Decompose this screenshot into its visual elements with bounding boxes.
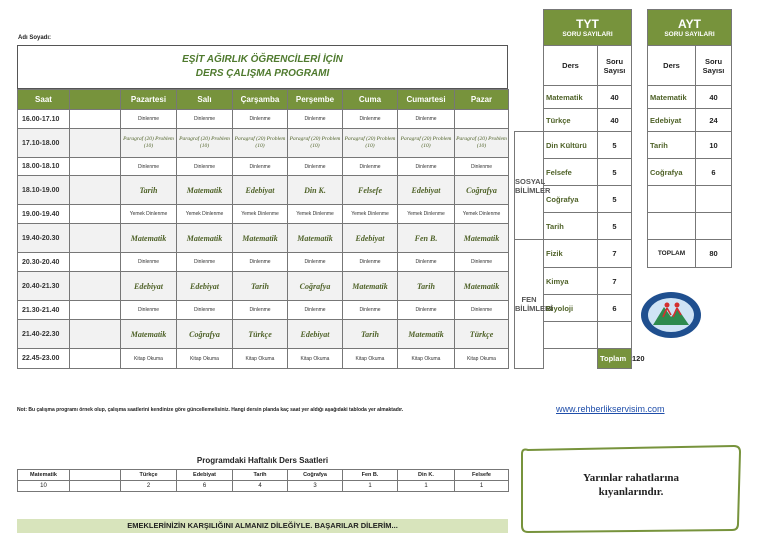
schedule-cell: Kitap Okuma bbox=[233, 349, 288, 369]
group-sosyal-label: SOSYAL BİLİMLER bbox=[515, 132, 544, 240]
ayt-table bbox=[647, 9, 732, 268]
schedule-row bbox=[18, 110, 509, 129]
weekly-hours-value: 10 bbox=[18, 481, 70, 492]
schedule-cell: Dinlenme bbox=[343, 158, 398, 176]
time-slot: 21.30-21.40 bbox=[18, 301, 70, 320]
schedule-cell: Dinlenme bbox=[398, 110, 455, 129]
tyt-subject: Türkçe bbox=[544, 109, 598, 132]
tyt-count: 7 bbox=[598, 240, 632, 268]
time-slot: 18.00-18.10 bbox=[18, 158, 70, 176]
schedule-cell: Coğrafya bbox=[288, 272, 343, 301]
ayt-empty-row bbox=[648, 213, 732, 240]
schedule-cell: Dinlenme bbox=[398, 253, 455, 272]
ayt-count: 10 bbox=[696, 132, 732, 159]
schedule-row bbox=[18, 176, 509, 205]
weekly-subject: Tarih bbox=[233, 470, 288, 481]
schedule-cell: Dinlenme bbox=[233, 301, 288, 320]
ayt-empty-row bbox=[648, 186, 732, 213]
schedule-cell: Tarih bbox=[343, 320, 398, 349]
schedule-cell: Dinlenme bbox=[121, 253, 177, 272]
schedule-cell: Dinlenme bbox=[177, 253, 233, 272]
schedule-cell: Edebiyat bbox=[121, 272, 177, 301]
weekly-hours-value bbox=[70, 481, 121, 492]
schedule-header-cell: Cumartesi bbox=[398, 90, 455, 110]
weekly-subject: Türkçe bbox=[121, 470, 177, 481]
tyt-row bbox=[515, 132, 632, 159]
schedule-row bbox=[18, 253, 509, 272]
schedule-cell: Edebiyat bbox=[233, 176, 288, 205]
blank-cell bbox=[70, 158, 121, 176]
weekly-hours-value: 2 bbox=[121, 481, 177, 492]
schedule-cell: Paragraf (20) Problem (10) bbox=[233, 129, 288, 158]
weekly-subject: Din K. bbox=[398, 470, 455, 481]
website-link[interactable]: www.rehberlikservisim.com bbox=[556, 404, 665, 414]
schedule-cell: Dinlenme bbox=[288, 158, 343, 176]
time-slot: 20.30-20.40 bbox=[18, 253, 70, 272]
schedule-row bbox=[18, 129, 509, 158]
schedule-cell: Yemek Dinlenme bbox=[398, 205, 455, 224]
schedule-cell: Dinlenme bbox=[288, 253, 343, 272]
schedule-cell: Dinlenme bbox=[177, 158, 233, 176]
tyt-subject: Tarih bbox=[544, 213, 598, 240]
schedule-cell: Matematik bbox=[233, 224, 288, 253]
schedule-row bbox=[18, 349, 509, 369]
tyt-subject: Biyoloji bbox=[544, 295, 598, 322]
schedule-cell: Coğrafya bbox=[455, 176, 509, 205]
motivation-quote bbox=[528, 471, 734, 499]
blank-cell bbox=[70, 205, 121, 224]
schedule-cell: Matematik bbox=[121, 320, 177, 349]
weekly-hours-value: 1 bbox=[398, 481, 455, 492]
schedule-header-cell: Çarşamba bbox=[233, 90, 288, 110]
tyt-subtitle: SORU SAYILARI bbox=[562, 31, 613, 38]
weekly-hours-value: 4 bbox=[233, 481, 288, 492]
ayt-title: AYT bbox=[678, 17, 701, 31]
schedule-cell bbox=[455, 110, 509, 129]
weekly-values-row bbox=[18, 481, 509, 492]
tyt-count: 6 bbox=[598, 295, 632, 322]
schedule-cell: Edebiyat bbox=[398, 176, 455, 205]
tyt-count: 5 bbox=[598, 186, 632, 213]
schedule-cell: Kitap Okuma bbox=[121, 349, 177, 369]
schedule-cell: Dinlenme bbox=[455, 253, 509, 272]
schedule-cell: Matematik bbox=[288, 224, 343, 253]
schedule-header-cell: Salı bbox=[177, 90, 233, 110]
ayt-subject: Coğrafya bbox=[648, 159, 696, 186]
weekly-subject: Felsefe bbox=[455, 470, 509, 481]
tyt-count: 5 bbox=[598, 132, 632, 159]
tyt-subject: Matematik bbox=[544, 86, 598, 109]
schedule-cell: Matematik bbox=[455, 272, 509, 301]
tyt-spacer bbox=[544, 349, 598, 369]
schedule-header-cell: Saat bbox=[18, 90, 70, 110]
tyt-spacer bbox=[515, 10, 544, 46]
tyt-subject: Coğrafya bbox=[544, 186, 598, 213]
weekly-hours-value: 6 bbox=[177, 481, 233, 492]
schedule-cell: Tarih bbox=[398, 272, 455, 301]
schedule-cell: Dinlenme bbox=[177, 110, 233, 129]
ayt-subject: Edebiyat bbox=[648, 109, 696, 132]
title-line-2: DERS ÇALIŞMA PROGRAMI bbox=[195, 68, 330, 79]
weekly-header-row bbox=[18, 470, 509, 481]
tyt-table bbox=[514, 9, 645, 369]
weekly-hours-value: 1 bbox=[455, 481, 509, 492]
weekly-subject: Coğrafya bbox=[288, 470, 343, 481]
schedule-row bbox=[18, 301, 509, 320]
time-slot: 16.00-17.10 bbox=[18, 110, 70, 129]
weekly-hours-value: 3 bbox=[288, 481, 343, 492]
weekly-subject bbox=[70, 470, 121, 481]
schedule-cell: Dinlenme bbox=[455, 158, 509, 176]
schedule-cell: Kitap Okuma bbox=[177, 349, 233, 369]
schedule-cell: Tarih bbox=[121, 176, 177, 205]
footer-banner: EMEKLERİNİZİN KARŞILIĞINI ALMANIZ DİLEĞİYLE. BAŞARILAR DİLERİM... bbox=[17, 519, 508, 533]
tyt-total-row: Toplam 120 bbox=[515, 349, 632, 369]
schedule-header-row bbox=[18, 90, 509, 110]
schedule-cell: Kitap Okuma bbox=[288, 349, 343, 369]
schedule-cell: Kitap Okuma bbox=[455, 349, 509, 369]
time-slot: 18.10-19.00 bbox=[18, 176, 70, 205]
schedule-cell: Edebiyat bbox=[343, 224, 398, 253]
tyt-header bbox=[544, 10, 632, 46]
ayt-total-value: 80 bbox=[696, 240, 732, 268]
schedule-cell: Kitap Okuma bbox=[398, 349, 455, 369]
time-slot: 19.00-19.40 bbox=[18, 205, 70, 224]
ayt-row bbox=[648, 86, 732, 109]
note-text: Not: Bu çalışma programı örnek olup, çalışma saatlerini kendinize göre güncellemelisiniz. Hangi dersin planda kaç saat yer aldığı aşağıdaki tabloda yer almaktadır. bbox=[17, 407, 404, 413]
ayt-subtitle: SORU SAYILARI bbox=[664, 31, 715, 38]
schedule-cell: Dinlenme bbox=[233, 110, 288, 129]
weekly-hours-value: 1 bbox=[343, 481, 398, 492]
tyt-count: 40 bbox=[598, 109, 632, 132]
weekly-hours-title: Programdaki Haftalık Ders Saatleri bbox=[196, 456, 329, 465]
schedule-header-cell bbox=[70, 90, 121, 110]
schedule-cell: Matematik bbox=[398, 320, 455, 349]
tyt-total-label: Toplam bbox=[598, 349, 632, 369]
group-fen-label: FEN BİLİMLERİ bbox=[515, 240, 544, 369]
schedule-cell: Tarih bbox=[233, 272, 288, 301]
ayt-subject: Tarih bbox=[648, 132, 696, 159]
tyt-col-ders: Ders bbox=[544, 46, 598, 86]
schedule-cell: Dinlenme bbox=[288, 301, 343, 320]
tyt-subject: Din Kültürü bbox=[544, 132, 598, 159]
tyt-count: 5 bbox=[598, 213, 632, 240]
time-slot: 20.40-21.30 bbox=[18, 272, 70, 301]
blank-cell bbox=[70, 176, 121, 205]
schedule-cell: Dinlenme bbox=[398, 158, 455, 176]
ayt-count: 24 bbox=[696, 109, 732, 132]
ayt-col-ders: Ders bbox=[648, 46, 696, 86]
schedule-row bbox=[18, 224, 509, 253]
schedule-cell: Türkçe bbox=[455, 320, 509, 349]
schedule-row bbox=[18, 320, 509, 349]
schedule-cell: Yemek Dinlenme bbox=[455, 205, 509, 224]
quote-line-2: kıyanlarındır. bbox=[598, 486, 664, 498]
ayt-row bbox=[648, 159, 732, 186]
time-slot: 22.45-23.00 bbox=[18, 349, 70, 369]
schedule-cell: Felsefe bbox=[343, 176, 398, 205]
tyt-row bbox=[515, 109, 632, 132]
tyt-subject: Felsefe bbox=[544, 159, 598, 186]
blank-cell bbox=[70, 253, 121, 272]
schedule-cell: Dinlenme bbox=[233, 158, 288, 176]
schedule-row bbox=[18, 158, 509, 176]
schedule-cell: Dinlenme bbox=[343, 253, 398, 272]
schedule-cell: Paragraf (20) Problem (10) bbox=[177, 129, 233, 158]
schedule-header-cell: Pazartesi bbox=[121, 90, 177, 110]
schedule-cell: Yemek Dinlenme bbox=[177, 205, 233, 224]
ayt-header bbox=[648, 10, 732, 46]
ayt-count: 40 bbox=[696, 86, 732, 109]
schedule-cell: Dinlenme bbox=[455, 301, 509, 320]
schedule-header-cell: Cuma bbox=[343, 90, 398, 110]
tyt-spacer bbox=[515, 86, 544, 109]
ayt-subject: Matematik bbox=[648, 86, 696, 109]
ayt-row bbox=[648, 132, 732, 159]
schedule-cell: Yemek Dinlenme bbox=[343, 205, 398, 224]
schedule-title bbox=[17, 45, 508, 89]
schedule-cell: Paragraf (20) Problem (10) bbox=[455, 129, 509, 158]
schedule-cell: Matematik bbox=[343, 272, 398, 301]
schedule-cell: Yemek Dinlenme bbox=[233, 205, 288, 224]
tyt-subject: Kimya bbox=[544, 268, 598, 295]
schedule-cell: Kitap Okuma bbox=[343, 349, 398, 369]
tyt-spacer bbox=[515, 109, 544, 132]
time-slot: 21.40-22.30 bbox=[18, 320, 70, 349]
blank-cell bbox=[70, 272, 121, 301]
schedule-cell: Edebiyat bbox=[288, 320, 343, 349]
quote-line-1: Yarınlar rahatlarına bbox=[582, 472, 680, 484]
schedule-cell: Dinlenme bbox=[288, 110, 343, 129]
blank-cell bbox=[70, 110, 121, 129]
schedule-cell: Dinlenme bbox=[233, 253, 288, 272]
title-line-1: EŞİT AĞIRLIK ÖĞRENCİLERİ İÇİN bbox=[182, 54, 343, 65]
schedule-cell: Yemek Dinlenme bbox=[288, 205, 343, 224]
tyt-row bbox=[515, 86, 632, 109]
schedule-cell: Dinlenme bbox=[343, 110, 398, 129]
blank-cell bbox=[70, 224, 121, 253]
schedule-row bbox=[18, 205, 509, 224]
schedule-row bbox=[18, 272, 509, 301]
tyt-title: TYT bbox=[576, 17, 599, 31]
ayt-count: 6 bbox=[696, 159, 732, 186]
schedule-cell: Matematik bbox=[121, 224, 177, 253]
tyt-subject: Fizik bbox=[544, 240, 598, 268]
schedule-cell: Paragraf (20) Problem (10) bbox=[398, 129, 455, 158]
blank-cell bbox=[70, 301, 121, 320]
tyt-count: 40 bbox=[598, 86, 632, 109]
ayt-col-soru: Soru Sayısı bbox=[696, 46, 732, 86]
schedule-cell: Dinlenme bbox=[121, 301, 177, 320]
schedule-header-cell: Perşembe bbox=[288, 90, 343, 110]
ayt-row bbox=[648, 109, 732, 132]
name-label: Adı Soyadı: bbox=[18, 35, 52, 41]
schedule-table bbox=[17, 89, 509, 369]
tyt-spacer bbox=[515, 46, 544, 86]
tyt-count: 7 bbox=[598, 268, 632, 295]
schedule-cell: Yemek Dinlenme bbox=[121, 205, 177, 224]
blank-cell bbox=[70, 349, 121, 369]
schedule-header-cell: Pazar bbox=[455, 90, 509, 110]
schedule-cell: Dinlenme bbox=[121, 110, 177, 129]
blank-cell bbox=[70, 129, 121, 158]
schedule-cell: Fen B. bbox=[398, 224, 455, 253]
weekly-hours-table bbox=[17, 469, 509, 492]
schedule-cell: Dinlenme bbox=[343, 301, 398, 320]
time-slot: 19.40-20.30 bbox=[18, 224, 70, 253]
time-slot: 17.10-18.00 bbox=[18, 129, 70, 158]
schedule-cell: Matematik bbox=[455, 224, 509, 253]
schedule-cell: Paragraf (20) Problem (10) bbox=[343, 129, 398, 158]
schedule-cell: Paragraf (20) Problem (10) bbox=[288, 129, 343, 158]
weekly-subject: Fen B. bbox=[343, 470, 398, 481]
weekly-subject: Edebiyat bbox=[177, 470, 233, 481]
blank-cell bbox=[70, 320, 121, 349]
schedule-cell: Edebiyat bbox=[177, 272, 233, 301]
schedule-cell: Paragraf (20) Problem (10) bbox=[121, 129, 177, 158]
schedule-cell: Dinlenme bbox=[398, 301, 455, 320]
tyt-row bbox=[515, 240, 632, 268]
logo-icon bbox=[640, 291, 702, 339]
schedule-cell: Türkçe bbox=[233, 320, 288, 349]
weekly-subject: Matematik bbox=[18, 470, 70, 481]
tyt-col-soru: Soru Sayısı bbox=[598, 46, 632, 86]
schedule-cell: Dinlenme bbox=[121, 158, 177, 176]
schedule-cell: Matematik bbox=[177, 224, 233, 253]
schedule-cell: Matematik bbox=[177, 176, 233, 205]
ayt-total-label: TOPLAM bbox=[648, 240, 696, 268]
schedule-cell: Dinlenme bbox=[177, 301, 233, 320]
ayt-total-row bbox=[648, 240, 732, 268]
tyt-count: 5 bbox=[598, 159, 632, 186]
schedule-cell: Coğrafya bbox=[177, 320, 233, 349]
schedule-cell: Din K. bbox=[288, 176, 343, 205]
